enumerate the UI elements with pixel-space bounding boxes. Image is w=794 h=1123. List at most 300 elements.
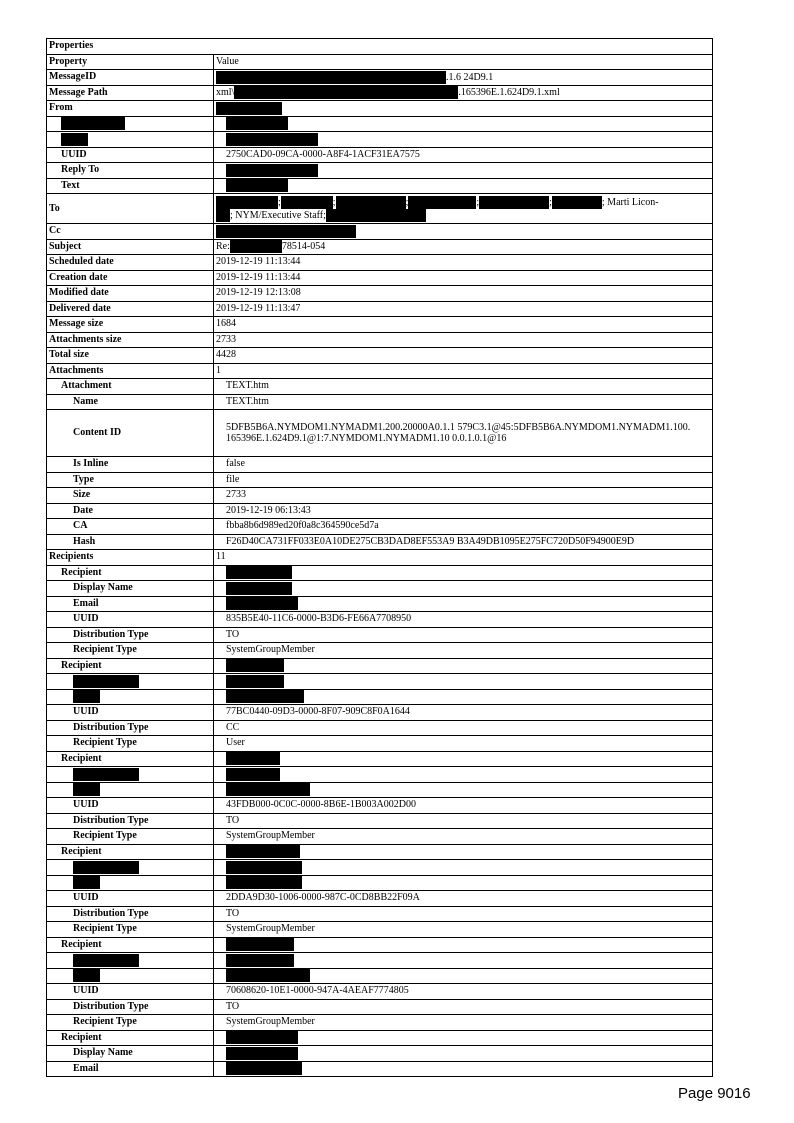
property-name xyxy=(47,503,214,519)
property-name xyxy=(47,379,214,395)
recipient-list-line xyxy=(216,196,710,209)
property-value xyxy=(214,565,713,581)
property-row xyxy=(47,239,713,255)
property-row xyxy=(47,674,713,690)
property-name xyxy=(47,317,214,333)
property-row xyxy=(47,116,713,132)
property-name xyxy=(47,798,214,814)
redaction-block xyxy=(73,861,139,874)
property-value xyxy=(214,581,713,597)
property-value xyxy=(214,612,713,628)
property-value xyxy=(214,643,713,659)
property-name xyxy=(47,813,214,829)
property-name-text: Date xyxy=(73,504,93,516)
property-value xyxy=(214,519,713,535)
property-name xyxy=(47,844,214,860)
property-row xyxy=(47,999,713,1015)
property-name-text: From xyxy=(49,102,73,114)
property-name xyxy=(47,627,214,643)
property-row xyxy=(47,1061,713,1077)
property-value-text: TEXT.htm xyxy=(226,380,269,392)
property-row xyxy=(47,643,713,659)
property-value xyxy=(214,720,713,736)
redaction-block xyxy=(226,659,284,672)
property-name xyxy=(47,163,214,179)
property-name-text: Distribution Type xyxy=(73,907,149,919)
property-name xyxy=(47,132,214,148)
property-row xyxy=(47,937,713,953)
property-name-text: Size xyxy=(73,489,91,501)
property-name-text: Display Name xyxy=(73,1047,133,1059)
property-value xyxy=(214,658,713,674)
property-name-text: Recipient xyxy=(61,845,102,857)
property-value-text: Value xyxy=(216,55,239,67)
property-name xyxy=(47,581,214,597)
property-name xyxy=(47,705,214,721)
property-row xyxy=(47,953,713,969)
redaction-block xyxy=(226,133,318,146)
property-value xyxy=(214,875,713,891)
redaction-block xyxy=(226,164,318,177)
property-value-text: 2733 xyxy=(216,333,236,345)
property-name-text: Is Inline xyxy=(73,458,109,470)
redaction-block xyxy=(226,675,284,688)
property-name xyxy=(47,270,214,286)
property-value xyxy=(214,194,713,224)
property-name-text: Recipient Type xyxy=(73,644,137,656)
property-name-text: Delivered date xyxy=(49,302,111,314)
property-name-text: Attachments size xyxy=(49,333,122,345)
property-value-text: TEXT.htm xyxy=(226,395,269,407)
redaction-block xyxy=(552,196,602,209)
property-value-text: TO xyxy=(226,907,240,919)
property-row xyxy=(47,503,713,519)
property-value-text: SystemGroupMember xyxy=(226,644,315,656)
redaction-block xyxy=(61,117,125,130)
property-name-text: Creation date xyxy=(49,271,108,283)
property-row xyxy=(47,565,713,581)
redaction-block xyxy=(73,969,100,982)
property-row xyxy=(47,348,713,364)
property-row xyxy=(47,906,713,922)
property-name xyxy=(47,363,214,379)
property-value xyxy=(214,596,713,612)
property-row xyxy=(47,1030,713,1046)
property-value-text: 2019-12-19 11:13:44 xyxy=(216,256,301,268)
property-name-text: Content ID xyxy=(73,427,122,438)
property-value-text: F26D40CA731FF033E0A10DE275CB3DAD8EF553A9 B3A49DB1095E275FC720D50F94900E9D xyxy=(226,535,635,547)
property-name xyxy=(47,891,214,907)
property-value xyxy=(214,503,713,519)
property-value xyxy=(214,332,713,348)
property-name-text: Email xyxy=(73,1062,99,1074)
property-value xyxy=(214,782,713,798)
property-row xyxy=(47,984,713,1000)
property-value xyxy=(214,410,713,457)
property-row xyxy=(47,658,713,674)
redaction-block xyxy=(326,209,426,222)
property-row xyxy=(47,457,713,473)
property-row xyxy=(47,968,713,984)
property-name-text: Attachments xyxy=(49,364,104,376)
property-row xyxy=(47,394,713,410)
property-value-text: 2750CAD0-09CA-0000-A8F4-1ACF31EA7575 xyxy=(226,148,420,160)
property-name xyxy=(47,1061,214,1077)
property-name xyxy=(47,720,214,736)
property-name-text: Recipient xyxy=(61,1031,102,1043)
property-name xyxy=(47,178,214,194)
property-name-text: Total size xyxy=(49,349,89,361)
redaction-block xyxy=(226,969,310,982)
property-value xyxy=(214,255,713,271)
property-name xyxy=(47,953,214,969)
property-name-text: Scheduled date xyxy=(49,256,114,268)
property-row xyxy=(47,270,713,286)
property-name-text: Recipient Type xyxy=(73,923,137,935)
property-row xyxy=(47,782,713,798)
property-value-text: 78514-054 xyxy=(281,241,326,253)
redaction-block xyxy=(230,240,282,253)
property-row xyxy=(47,875,713,891)
property-row xyxy=(47,224,713,240)
property-name-text: Distribution Type xyxy=(73,814,149,826)
property-row xyxy=(47,829,713,845)
property-value xyxy=(214,1061,713,1077)
property-value xyxy=(214,922,713,938)
property-value xyxy=(214,829,713,845)
property-name-text: Distribution Type xyxy=(73,721,149,733)
property-name xyxy=(47,70,214,86)
property-value xyxy=(214,798,713,814)
property-row xyxy=(47,194,713,224)
redaction-block xyxy=(73,768,139,781)
property-name-text: Message Path xyxy=(49,86,108,98)
redaction-block xyxy=(226,783,310,796)
property-name xyxy=(47,472,214,488)
property-row xyxy=(47,472,713,488)
property-name-text: Text xyxy=(61,179,80,191)
property-name-text: Name xyxy=(73,395,98,407)
property-value xyxy=(214,999,713,1015)
separator: ; xyxy=(278,196,281,208)
property-name xyxy=(47,550,214,566)
property-value xyxy=(214,301,713,317)
property-name-text: MessageID xyxy=(49,71,97,83)
property-row xyxy=(47,332,713,348)
property-value-text: 835B5E40-11C6-0000-B3D6-FE66A7708950 xyxy=(226,613,412,625)
property-name xyxy=(47,1030,214,1046)
property-value xyxy=(214,54,713,70)
property-row xyxy=(47,101,713,117)
redaction-block xyxy=(226,690,304,703)
property-row xyxy=(47,891,713,907)
property-row xyxy=(47,410,713,457)
property-name xyxy=(47,968,214,984)
property-name xyxy=(47,565,214,581)
property-name-text: Distribution Type xyxy=(73,1000,149,1012)
redaction-block xyxy=(73,690,100,703)
property-name-text: Type xyxy=(73,473,94,485)
property-value-text: 2733 xyxy=(226,489,246,501)
property-value-text: SystemGroupMember xyxy=(226,830,315,842)
property-name xyxy=(47,596,214,612)
property-value xyxy=(214,906,713,922)
separator: ; xyxy=(332,196,336,208)
property-name-text: Email xyxy=(73,597,99,609)
property-row xyxy=(47,85,713,101)
property-value-text: ; Marti Licon- xyxy=(601,196,659,208)
property-name xyxy=(47,224,214,240)
property-value xyxy=(214,70,713,86)
property-value xyxy=(214,348,713,364)
property-name-text: Hash xyxy=(73,535,96,547)
property-value-text: xml\ xyxy=(216,87,235,99)
property-row xyxy=(47,720,713,736)
property-name xyxy=(47,937,214,953)
redaction-block xyxy=(226,954,294,967)
property-value-text: TO xyxy=(226,628,240,640)
property-value xyxy=(214,472,713,488)
property-name-text: Recipient xyxy=(61,566,102,578)
property-name xyxy=(47,255,214,271)
property-name-text: Recipient Type xyxy=(73,1016,137,1028)
property-value xyxy=(214,891,713,907)
property-value-text: 70608620-10E1-0000-947A-4AEAF7774805 xyxy=(226,985,409,997)
property-name xyxy=(47,301,214,317)
page-number: Page 9016 xyxy=(678,1085,751,1102)
redaction-block xyxy=(226,876,302,889)
property-name-text: Subject xyxy=(49,240,82,252)
redaction-block xyxy=(73,675,139,688)
property-name-text: Recipient xyxy=(61,659,102,671)
separator: ; xyxy=(405,196,409,208)
property-value xyxy=(214,379,713,395)
property-row xyxy=(47,39,713,55)
property-name-text: UUID xyxy=(73,892,99,904)
property-row xyxy=(47,132,713,148)
property-value xyxy=(214,937,713,953)
property-value xyxy=(214,689,713,705)
property-name xyxy=(47,534,214,550)
property-name xyxy=(47,736,214,752)
property-name-text: Property xyxy=(49,55,88,67)
property-name xyxy=(47,116,214,132)
property-name xyxy=(47,410,214,457)
property-name xyxy=(47,860,214,876)
property-value-text: 11 xyxy=(216,551,226,563)
property-row xyxy=(47,488,713,504)
property-name xyxy=(47,394,214,410)
property-value xyxy=(214,363,713,379)
property-value xyxy=(214,736,713,752)
separator: ; xyxy=(476,196,480,208)
redaction-block xyxy=(73,783,100,796)
property-name xyxy=(47,332,214,348)
property-row xyxy=(47,534,713,550)
property-name xyxy=(47,689,214,705)
property-row xyxy=(47,860,713,876)
property-name-text: To xyxy=(49,202,60,214)
redaction-block xyxy=(226,582,292,595)
property-value-text: 2019-12-19 12:13:08 xyxy=(216,287,301,299)
redaction-block xyxy=(336,196,406,209)
redaction-block xyxy=(226,938,294,951)
property-value-text: Re: xyxy=(216,241,230,253)
property-row xyxy=(47,163,713,179)
property-value-text: 2019-12-19 11:13:47 xyxy=(216,302,301,314)
property-name xyxy=(47,54,214,70)
property-name xyxy=(47,751,214,767)
property-row xyxy=(47,596,713,612)
property-value xyxy=(214,813,713,829)
property-row xyxy=(47,317,713,333)
property-row xyxy=(47,751,713,767)
property-name-text: Recipient xyxy=(61,938,102,950)
property-name xyxy=(47,906,214,922)
redaction-block xyxy=(216,71,446,84)
property-row xyxy=(47,1046,713,1062)
property-name xyxy=(47,101,214,117)
property-row xyxy=(47,612,713,628)
redaction-block xyxy=(226,768,280,781)
redaction-block xyxy=(226,845,300,858)
property-value xyxy=(214,844,713,860)
property-value xyxy=(214,1030,713,1046)
property-name-text: Modified date xyxy=(49,287,109,299)
property-row xyxy=(47,581,713,597)
property-name xyxy=(47,519,214,535)
property-name xyxy=(47,194,214,224)
redaction-block xyxy=(226,179,288,192)
redaction-block xyxy=(226,1047,298,1060)
property-value xyxy=(214,147,713,163)
property-value-text: file xyxy=(226,473,240,485)
property-name-text: Recipients xyxy=(49,551,94,563)
redaction-block xyxy=(61,133,88,146)
property-name-text: UUID xyxy=(73,613,99,625)
property-name-text: UUID xyxy=(73,985,99,997)
redaction-block xyxy=(216,196,278,209)
redaction-block xyxy=(226,861,302,874)
property-row xyxy=(47,519,713,535)
property-value xyxy=(214,860,713,876)
property-name-text: Reply To xyxy=(61,164,100,176)
redaction-block xyxy=(73,876,100,889)
property-name xyxy=(47,457,214,473)
property-name xyxy=(47,612,214,628)
redaction-block xyxy=(281,196,333,209)
property-value xyxy=(214,163,713,179)
property-value-text: 2019-12-19 11:13:44 xyxy=(216,271,301,283)
property-value-text: 1684 xyxy=(216,318,236,330)
property-value-text: .165396E.1.624D9.1.xml xyxy=(458,87,560,99)
property-name xyxy=(47,767,214,783)
property-name-text: UUID xyxy=(73,799,99,811)
property-name xyxy=(47,875,214,891)
property-row xyxy=(47,705,713,721)
property-name-text: Display Name xyxy=(73,582,133,594)
property-name-text: UUID xyxy=(61,148,87,160)
property-name xyxy=(47,286,214,302)
property-row xyxy=(47,627,713,643)
property-value xyxy=(214,627,713,643)
redaction-block xyxy=(226,117,288,130)
property-value-text: 2019-12-19 06:13:43 xyxy=(226,504,311,516)
separator: ; xyxy=(549,196,552,208)
property-value xyxy=(214,239,713,255)
property-value-text: false xyxy=(226,458,245,470)
redaction-block xyxy=(216,102,282,115)
property-name xyxy=(47,239,214,255)
property-name xyxy=(47,488,214,504)
property-value xyxy=(214,767,713,783)
property-name xyxy=(47,348,214,364)
property-name xyxy=(47,658,214,674)
property-row xyxy=(47,1015,713,1031)
property-value xyxy=(214,751,713,767)
property-value xyxy=(214,85,713,101)
property-value xyxy=(214,953,713,969)
property-value xyxy=(214,674,713,690)
section-title: Properties xyxy=(47,39,713,55)
redaction-block xyxy=(226,1062,302,1075)
property-value-text: 2DDA9D30-1006-0000-987C-0CD8BB22F09A xyxy=(226,892,420,904)
property-value xyxy=(214,132,713,148)
property-name-text: Distribution Type xyxy=(73,628,149,640)
property-row xyxy=(47,922,713,938)
property-value-text: CC xyxy=(226,721,240,733)
property-value xyxy=(214,101,713,117)
property-row xyxy=(47,550,713,566)
property-value xyxy=(214,457,713,473)
property-name-text: Cc xyxy=(49,225,61,237)
redaction-block xyxy=(405,196,476,209)
property-row xyxy=(47,736,713,752)
redaction-block xyxy=(479,196,549,209)
property-name xyxy=(47,1046,214,1062)
property-value xyxy=(214,488,713,504)
property-name-text: Attachment xyxy=(61,380,112,392)
property-row xyxy=(47,813,713,829)
property-value xyxy=(214,1046,713,1062)
property-row xyxy=(47,255,713,271)
property-name xyxy=(47,643,214,659)
redaction-block xyxy=(226,1031,298,1044)
redaction-block xyxy=(226,597,298,610)
property-name-text: CA xyxy=(73,520,88,532)
property-row xyxy=(47,379,713,395)
property-name xyxy=(47,147,214,163)
property-name-text: UUID xyxy=(73,706,99,718)
property-value-text: User xyxy=(226,737,245,749)
property-value-text: TO xyxy=(226,814,240,826)
property-row xyxy=(47,147,713,163)
property-value-text: 43FDB000-0C0C-0000-8B6E-1B003A002D00 xyxy=(226,799,417,811)
property-value xyxy=(214,1015,713,1031)
property-value xyxy=(214,317,713,333)
property-row xyxy=(47,844,713,860)
recipient-list-line xyxy=(216,209,710,222)
redaction-block xyxy=(216,209,230,222)
property-row xyxy=(47,70,713,86)
property-row xyxy=(47,286,713,302)
property-value-text: ; NYM/Executive Staff; xyxy=(230,209,326,221)
property-name-text: Recipient Type xyxy=(73,830,137,842)
property-value-text: SystemGroupMember xyxy=(226,923,315,935)
property-value xyxy=(214,116,713,132)
property-name-text: Recipient Type xyxy=(73,737,137,749)
property-value xyxy=(214,270,713,286)
